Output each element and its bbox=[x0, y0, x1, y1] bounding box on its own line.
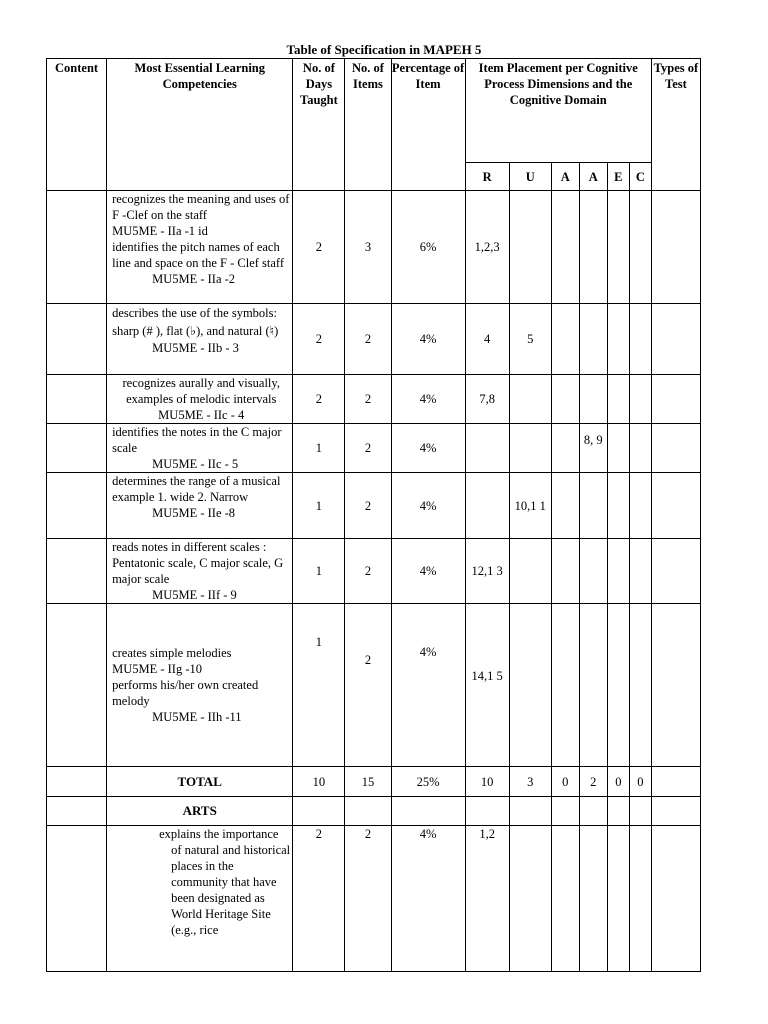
e-cell bbox=[607, 191, 629, 304]
content-cell bbox=[47, 797, 107, 826]
e-cell bbox=[607, 539, 629, 604]
total-e: 0 bbox=[607, 767, 629, 797]
a1-cell bbox=[551, 424, 579, 473]
e-cell bbox=[607, 304, 629, 375]
cog-e: E bbox=[607, 163, 629, 191]
total-r: 10 bbox=[465, 767, 509, 797]
items-cell: 2 bbox=[345, 473, 391, 539]
competency-cell: describes the use of the symbols: sharp (# ), flat (♭), and natural (♮) MU5ME - IIb - 3 bbox=[107, 304, 293, 375]
items-cell: 3 bbox=[345, 191, 391, 304]
e-cell bbox=[607, 375, 629, 424]
days-cell: 1 bbox=[293, 473, 345, 539]
days-cell: 1 bbox=[293, 604, 345, 767]
content-cell bbox=[47, 191, 107, 304]
header-competencies: Most Essential Learning Competencies bbox=[107, 59, 293, 191]
a2-cell bbox=[579, 473, 607, 539]
r-cell: 1,2 bbox=[465, 826, 509, 972]
pct-cell: 4% bbox=[391, 304, 465, 375]
items-cell: 2 bbox=[345, 375, 391, 424]
cog-u: U bbox=[509, 163, 551, 191]
total-pct: 25% bbox=[391, 767, 465, 797]
table-row bbox=[47, 424, 701, 473]
pct-cell: 4% bbox=[391, 539, 465, 604]
total-days: 10 bbox=[293, 767, 345, 797]
total-a1: 0 bbox=[551, 767, 579, 797]
pct-cell: 6% bbox=[391, 191, 465, 304]
items-cell: 2 bbox=[345, 424, 391, 473]
page-title: Table of Specification in MAPEH 5 bbox=[286, 42, 482, 57]
a1-cell bbox=[551, 304, 579, 375]
type-cell bbox=[651, 767, 700, 797]
content-cell bbox=[47, 473, 107, 539]
cog-r: R bbox=[465, 163, 509, 191]
competency-cell: identifies the notes in the C major scale MU5ME - IIc - 5 bbox=[107, 424, 293, 473]
items-cell: 2 bbox=[345, 604, 391, 767]
c-cell bbox=[629, 473, 651, 539]
c-cell bbox=[629, 375, 651, 424]
total-c: 0 bbox=[629, 767, 651, 797]
type-cell bbox=[651, 604, 700, 767]
table-row bbox=[47, 304, 701, 375]
u-cell bbox=[509, 424, 551, 473]
header-days: No. of Days Taught bbox=[293, 59, 345, 191]
cog-c: C bbox=[629, 163, 651, 191]
days-cell: 2 bbox=[293, 375, 345, 424]
table-row bbox=[47, 826, 701, 972]
header-placement: Item Placement per Cognitive Process Dimensions and the Cognitive Domain bbox=[465, 59, 651, 163]
competency-cell: recognizes the meaning and uses of F -Clef on the staff MU5ME - IIa -1 id identifies the pitch names of each line and space on the F - Clef staff MU5ME - IIa -2 bbox=[107, 191, 293, 304]
header-types: Types of Test bbox=[651, 59, 700, 191]
a2-cell bbox=[579, 604, 607, 767]
total-u: 3 bbox=[509, 767, 551, 797]
cog-a2: A bbox=[579, 163, 607, 191]
days-cell: 2 bbox=[293, 191, 345, 304]
content-cell bbox=[47, 304, 107, 375]
content-cell bbox=[47, 424, 107, 473]
competency-cell: recognizes aurally and visually, examples of melodic intervals MU5ME - IIc - 4 bbox=[107, 375, 293, 424]
u-cell bbox=[509, 375, 551, 424]
competency-cell: creates simple melodies MU5ME - IIg -10 performs his/her own created melody MU5ME - IIh -11 bbox=[107, 604, 293, 767]
content-cell bbox=[47, 539, 107, 604]
u-cell bbox=[509, 604, 551, 767]
items-cell: 2 bbox=[345, 304, 391, 375]
pct-cell: 4% bbox=[391, 375, 465, 424]
a2-cell bbox=[579, 375, 607, 424]
c-cell bbox=[629, 604, 651, 767]
total-items: 15 bbox=[345, 767, 391, 797]
total-label: TOTAL bbox=[107, 767, 293, 797]
type-cell bbox=[651, 191, 700, 304]
r-cell: 12,1 3 bbox=[465, 539, 509, 604]
type-cell bbox=[651, 424, 700, 473]
cog-a1: A bbox=[551, 163, 579, 191]
table-row bbox=[47, 604, 701, 767]
e-cell bbox=[607, 424, 629, 473]
type-cell bbox=[651, 539, 700, 604]
a1-cell bbox=[551, 604, 579, 767]
pct-cell: 4% bbox=[391, 424, 465, 473]
a1-cell bbox=[551, 375, 579, 424]
arts-label: ARTS bbox=[107, 797, 293, 826]
a1-cell bbox=[551, 191, 579, 304]
content-cell bbox=[47, 826, 107, 972]
u-cell bbox=[509, 539, 551, 604]
type-cell bbox=[651, 473, 700, 539]
header-items: No. of Items bbox=[345, 59, 391, 191]
content-cell bbox=[47, 375, 107, 424]
days-cell: 2 bbox=[293, 304, 345, 375]
table-row bbox=[47, 375, 701, 424]
competency-cell: reads notes in different scales : Pentatonic scale, C major scale, G major scale MU5ME - IIf - 9 bbox=[107, 539, 293, 604]
u-cell: 5 bbox=[509, 304, 551, 375]
table-row bbox=[47, 539, 701, 604]
r-cell: 7,8 bbox=[465, 375, 509, 424]
total-row bbox=[47, 767, 701, 797]
a2-cell bbox=[579, 304, 607, 375]
a2-cell bbox=[579, 191, 607, 304]
c-cell bbox=[629, 424, 651, 473]
type-cell bbox=[651, 375, 700, 424]
table-row bbox=[47, 191, 701, 304]
content-cell bbox=[47, 604, 107, 767]
pct-cell: 4% bbox=[391, 473, 465, 539]
r-cell bbox=[465, 424, 509, 473]
total-a2: 2 bbox=[579, 767, 607, 797]
header-percentage: Percentage of Item bbox=[391, 59, 465, 191]
e-cell bbox=[607, 604, 629, 767]
competency-cell: determines the range of a musical example 1. wide 2. Narrow MU5ME - IIe -8 bbox=[107, 473, 293, 539]
c-cell bbox=[629, 304, 651, 375]
u-cell: 10,1 1 bbox=[509, 473, 551, 539]
c-cell bbox=[629, 539, 651, 604]
a1-cell bbox=[551, 473, 579, 539]
items-cell: 2 bbox=[345, 826, 391, 972]
u-cell bbox=[509, 191, 551, 304]
pct-cell: 4% bbox=[391, 604, 465, 767]
pct-cell: 4% bbox=[391, 826, 465, 972]
specification-table bbox=[46, 58, 701, 972]
content-cell bbox=[47, 767, 107, 797]
days-cell: 1 bbox=[293, 539, 345, 604]
r-cell bbox=[465, 473, 509, 539]
type-cell bbox=[651, 304, 700, 375]
competency-cell: explains the importance of natural and historical places in the community that have been designated as World Heritage Site (e.g., rice bbox=[107, 826, 293, 972]
days-cell: 1 bbox=[293, 424, 345, 473]
days-cell: 2 bbox=[293, 826, 345, 972]
r-cell: 14,1 5 bbox=[465, 604, 509, 767]
header-content: Content bbox=[47, 59, 107, 191]
table-row bbox=[47, 473, 701, 539]
items-cell: 2 bbox=[345, 539, 391, 604]
r-cell: 4 bbox=[465, 304, 509, 375]
c-cell bbox=[629, 191, 651, 304]
a2-cell: 8, 9 bbox=[579, 424, 607, 473]
arts-row bbox=[47, 797, 701, 826]
a1-cell bbox=[551, 539, 579, 604]
a2-cell bbox=[579, 539, 607, 604]
r-cell: 1,2,3 bbox=[465, 191, 509, 304]
e-cell bbox=[607, 473, 629, 539]
